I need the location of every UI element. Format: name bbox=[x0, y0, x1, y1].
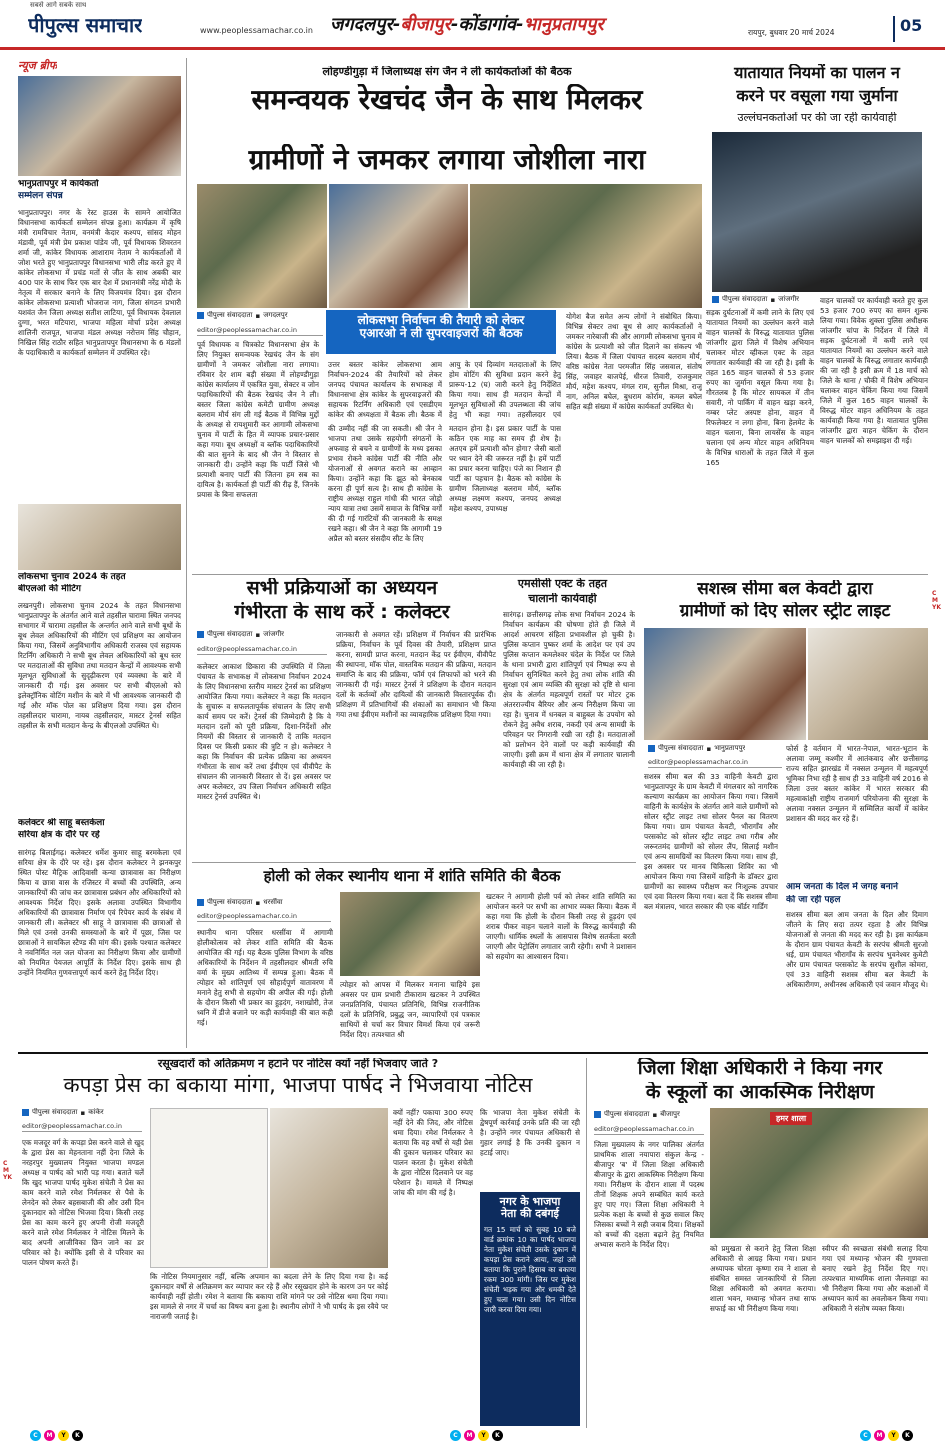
masthead bbox=[0, 0, 945, 50]
lead-headline-2: ग्रामीणों ने जमकर लगाया जोशीला नारा bbox=[248, 144, 646, 176]
holi-photo bbox=[340, 892, 480, 976]
brief-3-title: कलेक्टर श्री साहू बस्तकेला bbox=[18, 818, 105, 828]
collector-email[interactable]: editor@peoplessamachar.co.in bbox=[197, 645, 327, 655]
lead-body-1: पूर्व विधायक व चित्रकोट विधानसभा क्षेत्र के लिए नियुक्त समन्वयक रेखचंद जैन के संग ग्रामीणों ने जमकर जोशीला नारा लगाया। रविवार देर शाम बड़ी संख्या में लोहण्डीगुड़ा कांग्रेस कार्यालय में एकत्रित युवा, सेक्टर व जोन पदाधिकारियों की बैठक रेखचंद जैन ने ली। बस्तर जिला कांग्रेस कमेटी ग्रामीण अध्यक्ष बलराम मौर्य संग ली गई बैठक में विभिन्न मुद्दों के अध्यक्ष से रायशुमारी कर आगामी लोकसभा चुनाव में पार्टी के हित में व्यापक प्रचार-प्रसार कहा गया। बूथ अध्यक्षों व ब्लॉक पदाधिकारियों की बात सुनने के बाद श्री जैन ने विस्तार से जानकारी दी। उन्होंने कहा कि पार्टी जिसे भी प्रत्याशी बनाए पार्टी की जितना हम सब का दायित्व है। कार्यकर्ता ही पार्टी की रीढ़ हैं, जिनके प्रयास के बिना सफलता bbox=[197, 340, 319, 499]
ssb-email[interactable]: editor@peoplessamachar.co.in bbox=[648, 758, 782, 768]
news-brief-tag: न्यूज ब्रीफ bbox=[18, 59, 58, 72]
ssb-photo bbox=[644, 628, 806, 740]
traffic-body-1: सड़क दुर्घटनाओं में कमी लाने के लिए एवं यातायात नियमों का उल्लंघन करने वाले वाहन चालकों के विरुद्ध यातायात पुलिस जांजगीर द्वारा जिले में विशेष अभियान चलाकर मोटर व्हीकल एक्ट के तहत लगातार कार्यवाही की जा रही है। इसी के तहत 165 वाहन चालकों से 53 हजार रुपए का जुर्माना वसूल किया गया है। गौरतलब है कि मोटर सायकल में तीन सवारी, नो पार्किंग में वाहन खड़ा करने, नम्बर प्लेट अस्पष्ट होना, वाहन में रिफलेक्टर न लगा होना, बिना हेलमेट के वाहन चलाना, बिना लायसेंस के वाहन चलाना एवं अन्य मोटर वाहन अधिनियम के विभिन्न धाराओं के तहत जिले में कुल 165 bbox=[706, 308, 814, 467]
lokshabha-banner: लोकसभा निर्वाचन की तैयारी को लेकर एआरओ ने ली सुपरवाइजरों की बैठक bbox=[326, 310, 556, 354]
lead-photo-3 bbox=[470, 184, 702, 308]
byline-mark-icon bbox=[197, 312, 204, 319]
cmyk-marks-right: C M Y K bbox=[860, 1430, 913, 1441]
deo-headline-2: के स्कूलों का आकस्मिक निरीक्षण bbox=[645, 1082, 875, 1103]
city-bijapur: बीजापुर bbox=[400, 14, 451, 35]
kapda-headline: कपड़ा प्रेस का बकाया मांगा, भाजपा पार्षद ने भिजवाया नोटिस bbox=[63, 1074, 533, 1097]
kapda-sidebar-box: नगर के भाजपा नेता की दबंगई गत 15 मार्च को सुबह 10 बजे वार्ड क्रमांक 10 का पार्षद भाजपा नेता मुकेश संचेती उसके दुकान में कपड़ा प्रेस कराने आया, जहां उसे बताया कि पुराने हिसाब का बकाया रकम 300 मांगी। जिस पर मुकेश संचेती भड़क गया और धमकी देते हुए चला गया। उसी दिन नोटिस जारी करवा दिया गया। bbox=[480, 1192, 580, 1426]
holi-email[interactable]: editor@peoplessamachar.co.in bbox=[197, 912, 331, 922]
page-number: 05 bbox=[893, 16, 927, 42]
kapda-body-2: कि नोटिस नियमानुसार नहीं, बल्कि अपमान का बदला लेने के लिए दिया गया है। कई दुकानदार वर्षों से अतिक्रमण कर व्यापार कर रहे हैं और रसूखदार होने के कारण उन पर कोई कार्यवाही नहीं होती। रमेश ने बताया कि बकाया राशि मांगने पर उसे नोटिस थमा दिया गया। इस मामले से नगर में चर्चा का विषय बना हुआ है। स्थानीय लोगों ने भी पार्षद के इस रवैये पर नाराजगी जताई है। bbox=[150, 1272, 388, 1321]
kapda-byline: पीपुल्स संवाददाता ▪ कांकेर bbox=[22, 1108, 104, 1117]
traffic-photo bbox=[712, 132, 922, 292]
collector-byline: पीपुल्स संवाददाता ▪ जांजगीर bbox=[197, 630, 284, 639]
ssb-byline: पीपुल्स संवाददाता ▪ भानुप्रतापपुर bbox=[648, 744, 745, 753]
dateline: रायपुर, बुधवार 20 मार्च 2024 bbox=[748, 28, 835, 37]
notice-document-image bbox=[150, 1108, 268, 1268]
cmyk-marks-center: C M Y K bbox=[450, 1430, 503, 1441]
deo-headline-1: जिला शिक्षा अधिकारी ने किया नगर bbox=[637, 1058, 883, 1079]
holi-body-1: स्थानीय थाना परिसर धरसींवा में आगामी होलीकोत्सव को लेकर शांति समिति की बैठक आयोजित की गई। यह बैठक पुलिस विभाग के वरिष्ठ अधिकारियों के निर्देशन में तहसीलदार श्रीमती रुचि वर्मा के मुख्य आतिथ्य में सम्पन्न हुआ। बैठक में त्योहार को शांतिपूर्ण एवं सौहार्दपूर्ण वातावरण में मनाने हेतु सभी से सहयोग की अपील की गई। होली के दौरान किसी भी प्रकार का हुड़दंग, नशाखोरी, तेज ध्वनि में डीजे बजाने पर कड़ी कार्यवाही की बात कही गई। bbox=[197, 928, 333, 1027]
lokshabha-body-2: आयु के एवं दिव्यांग मतदाताओं के लिए होम वोटिंग की सुविधा प्रदान करने हेतु प्रारूप-12 (घ) जारी करने हेतु निर्देशित किया गया। साथ ही मतदान केन्द्रों में मूलभूत सुविधाओं की उपलब्धता की जांच हेतु भी कहा गया। तहसीलदार एवं bbox=[449, 360, 561, 419]
brief-3-body: सारंगढ़ बिलाईगढ़। कलेक्टर धर्मेश कुमार साहू बरमकेला एवं सरिया क्षेत्र के दौरे पर रहे। इस दौरान कलेक्टर ने झनकपुर स्थित पोस्ट मैट्रिक आदिवासी कन्या छात्रावास का निरीक्षण किया व छात्रा वास के रजिस्टर में बच्चों की उपस्थिति, अन्य जानकारियों की जांच कर छात्रावास प्रबंधन और अधिकारियों को आवश्यक निर्देश दिए। इसके अलावा उपस्थित विभागीय अधिकारियों की छात्रावास निर्माण एवं रिपेयर कार्य के संबंध में जानकारी ली। कलेक्टर श्री साहू ने छात्रावास की छात्राओं से मिले एवं उनसे उनकी समस्याओं के बारे में पूछा, जिस पर छात्राओं ने सायकिल स्टैण्ड की मांग की। इसके पश्चात कलेक्टर ने नवनिर्मित नल जल योजना का निरीक्षण किया और ग्रामीणों को नियमित पेयजल आपूर्ति के निर्देश दिए। इसके साथ ही उन्होंने नियमित गुणवत्तापूर्ण कार्य करने हेतु निर्देश दिए। bbox=[18, 848, 181, 977]
kapda-body-3: क्यों नहीं? पकाया 300 रुपए नहीं देने की जिद, और नोटिस थमा दिया। रमेश निर्मलकर ने बताया कि वह वर्षों से यही प्रेस की दुकान चलाकर परिवार का पालन करता है। मुकेश संचेती के द्वारा नोटिस दिलवाने पर वह परेशान है। मामले में निष्पक्ष जांच की मांग की गई है। bbox=[393, 1108, 473, 1197]
collector-headline-1: सभी प्रक्रियाओं का अध्ययन bbox=[246, 578, 438, 599]
lead-body-3: मतदान होना है। इस प्रकार पार्टी के पास कठिन एक माह का समय ही शेष है। अतएव हमें प्रत्याशी कौन होगा? जैसी बातों पर ध्यान देने की जरूरत नहीं है। हमें पार्टी का प्रचार करना चाहिए। पंजे का निशान ही पार्टी का पहचान है। बैठक को कांग्रेस के ग्रामीण जिलाध्यक्ष बलराम मौर्य, ब्लॉक अध्यक्ष लक्ष्मण कश्यप, जनपद अध्यक्ष महेश कश्यप, उपाध्यक्ष bbox=[449, 424, 561, 513]
news-brief-column bbox=[18, 58, 181, 908]
ssb-headline-2: ग्रामीणों को दिए सोलर स्ट्रीट लाइट bbox=[679, 602, 891, 621]
city-kondagaon: कोंडागांव bbox=[458, 14, 516, 35]
deo-email[interactable]: editor@peoplessamachar.co.in bbox=[594, 1125, 704, 1135]
brief-photo-1 bbox=[18, 76, 181, 176]
holi-body-3: खटकर ने आगामी होली पर्व को लेकर शांति समिति का आयोजन करने पर सभी का आभार व्यक्त किया। बैठक में कहा गया कि होली के दौरान किसी तरह से हुड़दंग एवं शराब पीकर वाहन चलाने वालों के विरुद्ध कार्यवाही की जाएगी। धार्मिक स्थलों के आसपास विशेष सतर्कता बरती जाएगी और पेट्रोलिंग लगातार जारी रहेगी। सभी ने प्रशासन को सहयोग का आश्वासन दिया। bbox=[486, 892, 636, 961]
brief-1-subtitle: सम्मेलन संपन्न bbox=[18, 191, 63, 201]
brief-3-subtitle: सरिया क्षेत्र के दौरे पर रहे bbox=[18, 830, 100, 840]
traffic-subhead: उल्लंघनकर्ताओं पर की जा रही कार्यवाही bbox=[737, 112, 897, 124]
mcc-body: सारंगढ़। छत्तीसगढ़ लोक सभा निर्वाचन 2024 के निर्वाचन कार्यक्रम की घोषणा होते ही जिले में आदर्श आचरण संहिता प्रभावशील हो चुकी है। पुलिस कप्तान पुष्कर शर्मा के आदेश पर एवं उप पुलिस कप्तान कमलेश्वर चंदेल के निर्देश पर जिले के थाना प्रभारी द्वारा शांतिपूर्ण एवं निष्पक्ष रूप से निर्वाचन सुनिश्चित करने हेतु तथा लोक शांति की सुरक्षा एवं आम व्यक्ति की सुरक्षा को दृष्टि से थाना क्षेत्र के अंतर्गत महत्वपूर्ण रास्तों पर मोटर ट्रक अंतरराज्यीय बैरियर और अन्य निरीक्षण किया जा रहा है। चुनाव में धनबल व बाहुबल के उपयोग को रोकने हेतु अवैध शराब, नकदी एवं अन्य सामग्री के परिवहन पर निगरानी रखी जा रही है। मतदाताओं को प्रलोभन देने वालों पर कड़ी कार्यवाही की जाएगी। इसी क्रम में थाना क्षेत्र में लगातार चालानी कार्यवाही की जा रही है। bbox=[503, 610, 635, 769]
deo-photo-banner: हमर शाला bbox=[770, 1112, 812, 1125]
deo-body-3: स्वीपर की स्वच्छता संबंधी सलाह दिया गया एवं मध्यान्ह भोजन की गुणवत्ता बनाए रखने हेतु निर्देश दिए गए। तत्पश्चात माध्यमिक शाला जैलवाड़ा का भी निरीक्षण किया गया और कक्षाओं में अध्यापन कार्य का अवलोकन किया गया। अधिकारी ने संतोष व्यक्त किया। bbox=[822, 1244, 928, 1313]
site-url[interactable]: www.peoplessamachar.co.in bbox=[200, 26, 313, 35]
lead-photo-1 bbox=[197, 184, 327, 308]
brief-1-title: भानुप्रतापपुर में कार्यकर्ता bbox=[18, 179, 99, 189]
kapda-body-4: कि भाजपा नेता मुकेश संचेती के द्वेषपूर्ण कार्रवाई उनके प्रति की जा रही है। उन्होंने नगर पंचायत अधिकारी से गुहार लगाई है कि उनकी दुकान न हटाई जाए। bbox=[480, 1108, 580, 1157]
ssb-body-2: फोर्स है वर्तमान में भारत-नेपाल, भारत-भूटान के अलावा जम्मू कश्मीर में आतंकवाद और छत्तीसगढ़ राज्य सहित झारखंड में नक्सल उन्मूलन में महत्वपूर्ण भूमिका निभा रही है साथ ही 33 वाहिनी वर्ष 2016 से जिला उत्तर बस्तर कांकेर में भारत सरकार की महत्वाकांक्षी राष्ट्रीय राजमार्ग परियोजना की सुरक्षा के अलावा नक्सल उन्मूलन में सम्मिलित कार्यों में कांकेर प्रशासन की मदद कर रहे हैं। bbox=[786, 744, 928, 823]
ssb-body-3: सशस्त्र सीमा बल आम जनता के दिल और दिमाग जीतने के लिए सदा तत्पर रहता है और विभिन्न योजनाओं से जनता की मदद कर रही है। इस कार्यक्रम के दौरान ग्राम पंचायत केवटी के सरपंच श्रीमती सुरजो धई, ग्राम पंचायत भीरागाँव के सरपंच भुवनेश्वर कुमेटी और ग्राम पंचायत परसकोट के सरपंच सुशील कोमरा, एवं 33 वाहिनी सशस्त्र सीमा बल केवटी के अधिकारीगण, अधीनस्थ अधिकारी एवं जवान मौजूद थे। bbox=[786, 910, 928, 989]
kapda-body-1: एक मजदूर वर्ग के कपड़ा प्रेस करने वाले से खुद के द्वारा प्रेस का मेहनताना नहीं देना जिले के नरहरपुर मुख्यालय नियुक्त भाजपा मण्डल अध्यक्ष व पार्षद को भारी पड़ गया। बताते चलें कि खुद भाजपा पार्षद मुकेश संचेती ने प्रेस का काम करने वाले रमेश निर्मलकर से पैसे के लेनदेन को लेकर बहसबाजी की और उसी दिन दुकानदार को नोटिस भिजवा दिया। किसी तरह प्रेस का काम करने हुए अपनी रोजी मजदूरी करने वाले रमेश निर्मलकर ने नोटिस मिलने के बाद अपनी आजीविका छिन जाने का डर परिवार को है। क्योंकि इसी से वे परिवार का पालन पोषण करते हैं। bbox=[22, 1138, 144, 1267]
ssb-body-1: सशस्त्र सीमा बल की 33 वाहिनी केवटी द्वारा भानुप्रतापपुर के ग्राम केवटी में मंगलवार को नागरिक कल्याण कार्यक्रम का आयोजन किया गया। जिसमें वाहिनी के कार्यक्षेत्र के अंतर्गत आने वाले ग्रामीणों को सोलर स्ट्रीट लाइट तथा सोलर पैनल का वितरण किया गया। ग्राम पंचायत केवटी, भीरागाँव और परसकोट को सोलर स्ट्रीट लाइट तथा गरीब और जरूरतमंद ग्रामीणों को सोलर लैंप, सिलाई मशीन एवं अन्य सामग्रियों का वितरण किया गया। साथ ही, इस अवसर पर मानव चिकित्सा शिविर का भी आयोजन किया गया जिसमें वाहिनी के डॉक्टर द्वारा ग्रामीणों का स्वास्थ्य परीक्षण कर निःशुल्क उपचार एवं दवा वितरण किया गया। बता दें कि सशस्त्र सीमा बल मंत्रालय, भारत सरकार की एक बॉर्डर गार्डिंग bbox=[644, 772, 778, 911]
edition-cities: जगदलपुर-बीजापुर-कोंडागांव-भानुप्रतापपुर bbox=[330, 14, 604, 35]
lead-body-4: योगेश बैज समेत अन्य लोगों ने संबोधित किया। विभिन्न सेक्टर तथा बूथ से आए कार्यकर्ताओं ने जमकर नारेबाजी की और आगामी लोकसभा चुनाव में कांग्रेस के प्रत्याशी को जीत दिलाने का संकल्प भी लिया। बैठक में जिला पंचायत सदस्य बलराम मौर्य, वरिष्ठ कांग्रेस नेता परमजीत सिंह जसवाल, संतोष सिंह, जवाहर बाजपेई, धीरज तिवारी, राजकुमार मौर्य, महेश कश्यप, मंगल राम, सुनील मिश्रा, राजू नाग, अनिल बघेल, बुधराम कोर्राम, कमल बघेल सहित बड़ी संख्या में कांग्रेस कार्यकर्ता उपस्थित थे। bbox=[566, 312, 702, 411]
lead-photo-2 bbox=[329, 184, 468, 308]
brief-2-title: लोकसभा चुनाव 2024 के तहत bbox=[18, 572, 126, 582]
kapda-photo bbox=[270, 1108, 388, 1268]
ssb-headline-1: सशस्त्र सीमा बल केवटी द्वारा bbox=[697, 580, 873, 599]
section-divider bbox=[192, 574, 928, 575]
brief-2-body: लखनपुरी। लोकसभा चुनाव 2024 के तहत विधानसभा भानुप्रतापपुर के अंतर्गत आने वाले तहसील चारामा स्थित जनपद सभागार में चारामा तहसील के अन्तर्गत आने वाले सभी बूथों के बूथ लेवल अधिकारियों की मीटिंग एवं प्रशिक्षण का आयोजन किया गया, जिसमें अनुविभागीय अधिकारी राजस्व एवं सहायक रिटर्निंग अधिकारी ने सभी बूथ लेवल अधिकारियों को बूथ स्तर पर मतदाताओं की सुविधा तथा मतदान केन्द्रों में आवश्यक सभी मूलभूत सुविधाओं के सुदृढ़ीकरण एवं व्यवस्था के बारे में जानकारी दी गई। इस अवसर पर सभी बीएलओ को इलेक्ट्रॉनिक वोटिंग मशीन के बारे में भी आवश्यक जानकारी दी गई और मॉक पोल का प्रशिक्षण दिया गया। इस दौरान तहसीलदार चारामा, नायब तहसीलदार, मास्टर ट्रेनर्स सहित तहसील के सभी मतदान केन्द्र के बीएलओ उपस्थित थे। bbox=[18, 601, 181, 730]
lokshabha-body-1: उत्तर बस्तर कांकेर लोकसभा आम निर्वाचन-2024 की तैयारियों को लेकर जनपद पंचायत कार्यालय के सभाकक्ष में विधानसभा क्षेत्र कांकेर के सुपरवाइजरों की सहायक रिटर्निंग अधिकारी एवं एसडीएम कांकेर की अध्यक्षता में बैठक ली। बैठक में bbox=[328, 360, 442, 419]
kapda-email[interactable]: editor@peoplessamachar.co.in bbox=[22, 1122, 142, 1132]
traffic-headline-2: करने पर वसूला गया जुर्माना bbox=[736, 87, 898, 105]
brief-1-body: भानुप्रतापपुर। नगर के रेस्ट हाउस के सामने आयोजित विधानसभा कार्यकर्ता सम्मेलन संपन्न हुआ। कार्यक्रम में कृषि मंत्री रामविचार नेताम, वनमंत्री केदार कश्यप, सांसद मोहन मंडावी, पूर्व मंत्री प्रेम प्रकाश पांडेय जी, पूर्व विधायक शिवरतन शर्मा जी, कांकेर विधायक आशाराम नेताम ने कार्यकर्ताओं में जोश भरते हुए भानुप्रतापपुर विधानसभा भारी लीड करते हुए में कांकेर लोकसभा में प्रचंड मतों से जीत के साथ अबकी बार 400 पार के साथ फिर एक बार देश में प्रधानमंत्री नरेंद्र मोदी के नेतृत्व में सरकार बनाने के लिए विजयमंत्र दिया। इस दौरान कांकेर लोकसभा प्रत्याशी भोजराज नाग, जिला संगठन प्रभारी यशवंत जैन जिला अध्यक्ष सतीश लाटिया, पूर्व विधायक देवलाल दुग्गा, भरत मटियारा, भाजपा महिला मोर्चा प्रदेश अध्यक्ष शालिनी राजपूत, भाजपा मंडल अध्यक्ष नरोत्तम सिंह चौहान, निखिल सिंह राठौर सहित भानुप्रतापपुर विधानसभा के 6 मंडलों के पदाधिकारी व कार्यकर्ता सम्मेलन में उपस्थित रहे। bbox=[18, 208, 181, 357]
deo-body-2: को प्रमुखता से कराने हेतु जिला शिक्षा अधिकारी से आग्रह किया गया। प्रधान अध्यापक चोरता कृष्णा राव ने शाला से संबंधित समस्त जानकारियों से जिला शिक्षा अधिकारी को अवगत कराया। शाला भवन, मध्यान्ह भोजन तथा साफ सफाई का भी निरीक्षण किया गया। bbox=[710, 1244, 816, 1313]
city-jagdalpur: जगदलपुर bbox=[330, 14, 393, 35]
holi-byline: पीपुल्स संवाददाता ▪ धरसींवा bbox=[197, 898, 283, 907]
lead-kicker: लोहण्डीगुड़ा में जिलाध्यक्ष संग जैन ने ली कार्यकर्ताओं की बैठक bbox=[322, 66, 572, 78]
kapda-kicker: रसूखदारों को अतिक्रमण न हटाने पर नोटिस क्यों नहीं भिजवाए जाते ? bbox=[157, 1058, 439, 1070]
lead-headline-1: समन्वयक रेखचंद जैन के साथ मिलकर bbox=[251, 84, 643, 116]
cmyk-side-mark-left: CMYK bbox=[3, 1160, 12, 1181]
ssb-subhead-2: की जा रही पहल bbox=[786, 895, 841, 905]
collector-body-2: जानकारी से अवगत रहें। प्रशिक्षण में निर्वाचन की प्रारंभिक प्रक्रिया, निर्वाचन के पूर्व दिवस की तैयारी, प्रशिक्षण प्राप्त करना, सामग्री प्राप्त करना, मतदान केंद्र पर ईवीएम, वीवीपैट की स्थापना, मॉक पोल, वास्तविक मतदान की प्रक्रिया, मतदान समाप्ति के बाद की प्रक्रिया, फॉर्म एवं लिफाफों को भरने की जानकारी दी गई। मास्टर ट्रेनर्स ने प्रशिक्षण के दौरान मतदान दलों के कर्तव्यों और दायित्वों की जानकारी विस्तारपूर्वक दी। प्रशिक्षण में प्रतिभागियों की शंकाओं का समाधान भी किया गया तथा ईवीएम मशीनों का व्यावहारिक प्रशिक्षण दिया गया। bbox=[336, 630, 496, 719]
brief-photo-2 bbox=[18, 504, 181, 570]
traffic-byline: पीपुल्स संवाददाता ▪ जांजगीर bbox=[712, 295, 799, 304]
mcc-headline-2: चालानी कार्यवाही bbox=[528, 593, 597, 605]
ssb-subhead-1: आम जनता के दिल में जगह बनाने bbox=[786, 882, 899, 892]
collector-headline-2: गंभीरता के साथ करें : कलेक्टर bbox=[234, 602, 450, 623]
ssb-photo-2 bbox=[808, 628, 928, 740]
lead-body-2: की उम्मीद नहीं की जा सकती। श्री जैन ने भाजपा तथा उसके सहयोगी संगठनों के अफवाह से बचने व ग्रामीणों के मध्य इसका प्रभाव रोकने कांग्रेस पार्टी की नीति और योजनाओं से अवगत कराने का आव्हान किया। उन्होंने कहा कि झूठ को बेनकाब करना ही पूर्ण सत्य है। साथ ही कांग्रेस के राष्ट्रीय अध्यक्ष राहुल गांधी की भारत जोड़ो न्याय यात्रा तथा उसमें समाज के विभिन्न वर्गों की दी गई गारंटियों की जानकारी के समक्ष रखने कहा। श्री जैन ने कहा कि आगामी 19 अप्रैल को बस्तर संसदीय सीट के लिए bbox=[328, 424, 442, 543]
column-divider bbox=[186, 58, 187, 1048]
major-divider bbox=[18, 1052, 928, 1054]
mcc-headline-1: एमसीसी एक्ट के तहत bbox=[517, 578, 608, 590]
lead-byline: पीपुल्स संवाददाता ▪ जगदलपुर bbox=[197, 311, 288, 320]
lead-email[interactable]: editor@peoplessamachar.co.in bbox=[197, 326, 323, 336]
city-bhanupratappur: भानुप्रतापपुर bbox=[523, 14, 604, 35]
section-divider-2 bbox=[192, 862, 636, 863]
deo-photo bbox=[710, 1108, 928, 1238]
holi-headline: होली को लेकर स्थानीय थाना में शांति समिति की बैठक bbox=[263, 868, 561, 885]
holi-body-2: त्योहार को आपस में मिलकर मनाना चाहिये इस अवसर पर ग्राम प्रभारी टीकाराम खटकर ने उपस्थित जनप्रतिनिधि, पंचायत प्रतिनिधि, विभिन्न राजनीतिक दलों के प्रतिनिधि, प्रबुद्ध जन, व्यापारियों एवं पत्रकार साथियों से चर्चा कर विचार विमर्श किया एवं जरूरी निर्देश दिए। तत्पश्चात श्री bbox=[340, 980, 480, 1039]
collector-body-1: कलेक्टर आकाश छिकारा की उपस्थिति में जिला पंचायत के सभाकक्ष में लोकसभा निर्वाचन 2024 के लिए विधानसभा स्तरीय मास्टर ट्रेनर्स का प्रशिक्षण आयोजित किया गया। कलेक्टर ने कहा कि मतदान के सुचारू व सफलतापूर्वक संचालन के लिए सभी कार्य समय पर करें। ट्रेनर्स की जिम्मेदारी है कि वे मतदान दलों को पूरी प्रक्रिया, दिशा-निर्देशों और नियमों की विस्तार से जानकारी दें ताकि मतदान दिवस पर किसी प्रकार की त्रुटि न हो। कलेक्टर ने कहा कि निर्वाचन की प्रत्येक प्रक्रिया का अध्ययन गंभीरता के साथ करें तथा ईवीएम एवं वीवीपैट के संचालन की जानकारी विस्तार से दें। इस अवसर पर अपर कलेक्टर, उप जिला निर्वाचन अधिकारी सहित मास्टर ट्रेनर्स उपस्थित थे। bbox=[197, 662, 331, 801]
traffic-headline-1: यातायात नियमों का पालन न bbox=[734, 64, 900, 82]
deo-byline: पीपुल्स संवाददाता ▪ बीजापुर bbox=[594, 1110, 680, 1119]
brand-logo: पीपुल्स समाचार bbox=[28, 13, 143, 37]
deo-body-1: जिला मुख्यालय के नगर पालिका अंतर्गत प्राथमिक शाला नयापारा संकुल केन्द्र - बीजापुर 'ब' में जिला शिक्षा अधिकारी बीजापुर के द्वारा आकस्मिक निरीक्षण किया गया। निरीक्षण के दौरान शाला में पदस्थ तीनों शिक्षक अपने सम्बंधित कार्य करते हुए पाए गए। जिला शिक्षा अधिकारी ने प्रत्येक कक्षा के बच्चों से कुछ सवाल किए जिसका बच्चों ने सही जवाब दिया। शिक्षकों को बच्चों की दक्षता बढ़ाने हेतु नियमित अभ्यास कराने के निर्देश दिए। bbox=[594, 1140, 704, 1249]
cmyk-marks-left: C M Y K bbox=[30, 1430, 83, 1441]
column-divider-3 bbox=[586, 1058, 587, 1428]
brief-2-subtitle: बीएलओ की मीटिंग bbox=[18, 584, 81, 594]
traffic-body-2: वाहन चालकों पर कार्यवाही करते हुए कुल 53 हजार 700 रुपए का समन शुल्क लिया गया। विवेक शुक्ला पुलिस अधीक्षक जांजगीर चांपा के निर्देशन में जिले में सड़क दुर्घटनाओं में कमी लाने एवं यातायात नियमों का उल्लंघन करने वाले वाहन चालकों के विरुद्ध लगातार कार्यवाही की जा रही है इसी क्रम में 18 मार्च को जिले के थाना / चौकी में विशेष अभियान चलाकर वाहन चेकिंग किया गया जिसमें जिले में कुल 165 वाहन चालकों के विरुद्ध मोटर वाहन अधिनियम के तहत कार्यवाही किया गया है। यातायात पुलिस जांजगीर द्वारा वाहन चेकिंग के दौरान वाहन चालकों को समझाइश दी गई। bbox=[820, 296, 928, 445]
brand-tagline: सबसे आगे सबके साथ bbox=[30, 1, 87, 9]
cmyk-side-mark-right: CMYK bbox=[932, 590, 941, 611]
